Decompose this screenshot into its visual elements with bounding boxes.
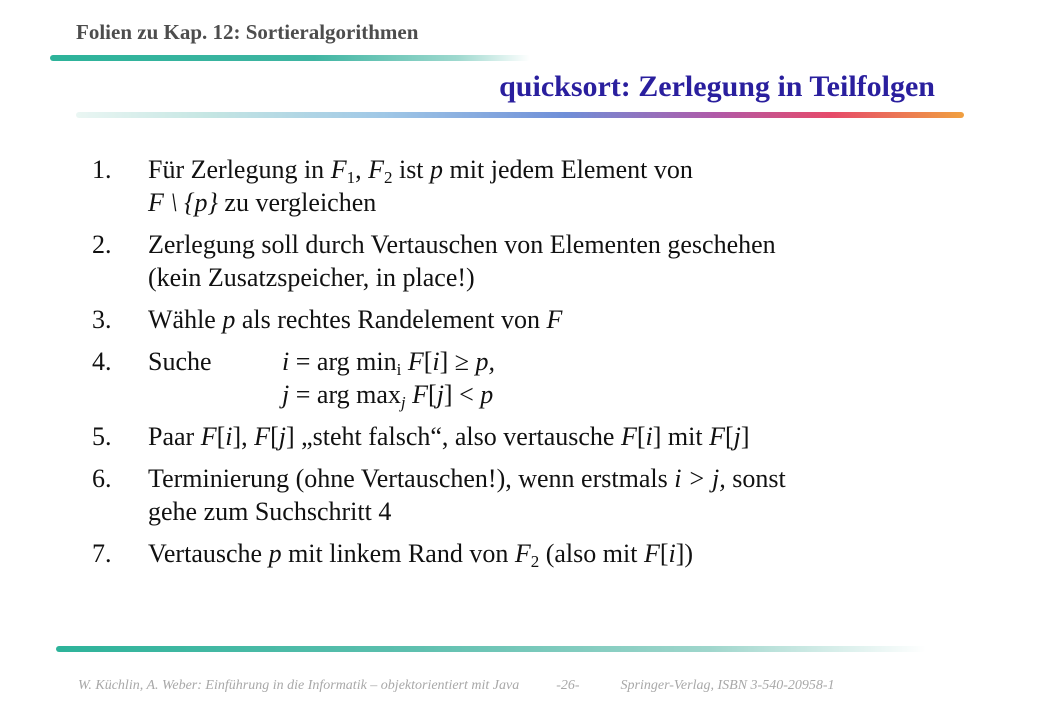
subscript: 2 bbox=[383, 168, 393, 187]
text: = arg max bbox=[289, 380, 401, 409]
list-item bbox=[92, 228, 992, 294]
text: [ bbox=[636, 422, 646, 451]
subscript: 1 bbox=[346, 168, 356, 187]
list-item bbox=[92, 462, 992, 528]
item-line bbox=[148, 153, 992, 186]
text: sonst bbox=[725, 464, 786, 493]
footer-divider bbox=[56, 646, 926, 652]
item-line bbox=[148, 378, 992, 411]
subscript: 2 bbox=[530, 552, 540, 571]
text: [ bbox=[428, 380, 437, 409]
text: ] < bbox=[443, 380, 481, 409]
math-var: F bbox=[200, 422, 217, 451]
math-var: p bbox=[480, 380, 494, 409]
math-var: F bbox=[254, 422, 271, 451]
text: ]) bbox=[675, 539, 694, 568]
math-var: p bbox=[222, 305, 236, 334]
item-number: 1. bbox=[92, 155, 112, 184]
math-var: j bbox=[733, 422, 741, 451]
text: ] mit bbox=[652, 422, 710, 451]
text: Paar bbox=[148, 422, 201, 451]
numbered-list bbox=[92, 153, 992, 579]
math-var: F bbox=[514, 539, 531, 568]
item-line bbox=[148, 462, 992, 495]
text: ], bbox=[232, 422, 255, 451]
math-var: F bbox=[407, 347, 424, 376]
text: Vertausche bbox=[148, 539, 269, 568]
subscript: j bbox=[400, 393, 406, 412]
item-line: (kein Zusatzspeicher, in place!) bbox=[148, 263, 475, 292]
footer-publisher: Springer-Verlag, ISBN 3-540-20958-1 bbox=[620, 678, 835, 693]
math-expr: F \ {p} bbox=[148, 188, 218, 217]
math-var: j bbox=[436, 380, 444, 409]
math-var: p bbox=[430, 155, 444, 184]
item-line bbox=[148, 537, 992, 570]
text: , bbox=[355, 155, 369, 184]
math-var: i bbox=[432, 347, 440, 376]
list-item bbox=[92, 303, 992, 336]
item-line bbox=[148, 186, 992, 219]
footer bbox=[78, 678, 835, 694]
math-var: j bbox=[278, 422, 286, 451]
text: ist bbox=[392, 155, 431, 184]
header-divider bbox=[50, 55, 530, 61]
math-var: p, bbox=[475, 347, 496, 376]
math-var: F bbox=[709, 422, 725, 451]
text: = arg min bbox=[289, 347, 397, 376]
text: als rechtes Randelement von bbox=[235, 305, 547, 334]
math-var: i bbox=[282, 347, 290, 376]
text: [ bbox=[216, 422, 226, 451]
math-var: i bbox=[645, 422, 653, 451]
text: (also mit bbox=[539, 539, 644, 568]
chapter-title: Folien zu Kap. 12: Sortieralgorithmen bbox=[76, 20, 419, 44]
text: ] ≥ bbox=[439, 347, 476, 376]
footer-page-number: -26- bbox=[556, 678, 580, 693]
slide-title: quicksort: Zerlegung in Teilfolgen bbox=[499, 70, 935, 103]
item-number: 5. bbox=[92, 422, 112, 451]
text: ] bbox=[740, 422, 750, 451]
math-var: F bbox=[412, 380, 429, 409]
math-var: F bbox=[546, 305, 563, 334]
text: Für Zerlegung in bbox=[148, 155, 331, 184]
item-number: 6. bbox=[92, 464, 112, 493]
list-item bbox=[92, 153, 992, 219]
text: Suche bbox=[148, 347, 212, 376]
item-line bbox=[148, 303, 992, 336]
text: ] „steht falsch“, also vertausche bbox=[285, 422, 621, 451]
text: [ bbox=[724, 422, 734, 451]
item-line: Zerlegung soll durch Vertauschen von Elementen geschehen bbox=[148, 230, 776, 259]
math-var: F bbox=[330, 155, 347, 184]
text: mit jedem Element von bbox=[443, 155, 693, 184]
text: [ bbox=[270, 422, 279, 451]
math-var: p bbox=[268, 539, 282, 568]
item-line: gehe zum Suchschritt 4 bbox=[148, 497, 392, 526]
text: mit linkem Rand von bbox=[281, 539, 515, 568]
math-var: F bbox=[643, 539, 660, 568]
item-number: 4. bbox=[92, 347, 112, 376]
subscript: i bbox=[396, 360, 402, 379]
text: zu vergleichen bbox=[217, 188, 377, 217]
math-var: i bbox=[668, 539, 676, 568]
math-var: i bbox=[225, 422, 233, 451]
text: [ bbox=[423, 347, 433, 376]
item-number: 2. bbox=[92, 230, 112, 259]
item-line bbox=[148, 345, 992, 378]
item-line bbox=[148, 420, 992, 453]
list-item bbox=[92, 420, 992, 453]
text: [ bbox=[659, 539, 669, 568]
text: Wähle bbox=[148, 305, 223, 334]
math-expr: i > j, bbox=[674, 464, 726, 493]
list-item bbox=[92, 345, 992, 411]
text: Terminierung (ohne Vertauschen!), wenn erstmals bbox=[148, 464, 675, 493]
math-var: F bbox=[368, 155, 384, 184]
item-number: 7. bbox=[92, 539, 112, 568]
math-var: j bbox=[282, 380, 290, 409]
math-var: F bbox=[620, 422, 637, 451]
item-number: 3. bbox=[92, 305, 112, 334]
list-item bbox=[92, 537, 992, 570]
title-divider bbox=[76, 112, 964, 118]
footer-authors: W. Küchlin, A. Weber: Einführung in die Informatik – objektorientiert mit Java bbox=[78, 678, 520, 693]
